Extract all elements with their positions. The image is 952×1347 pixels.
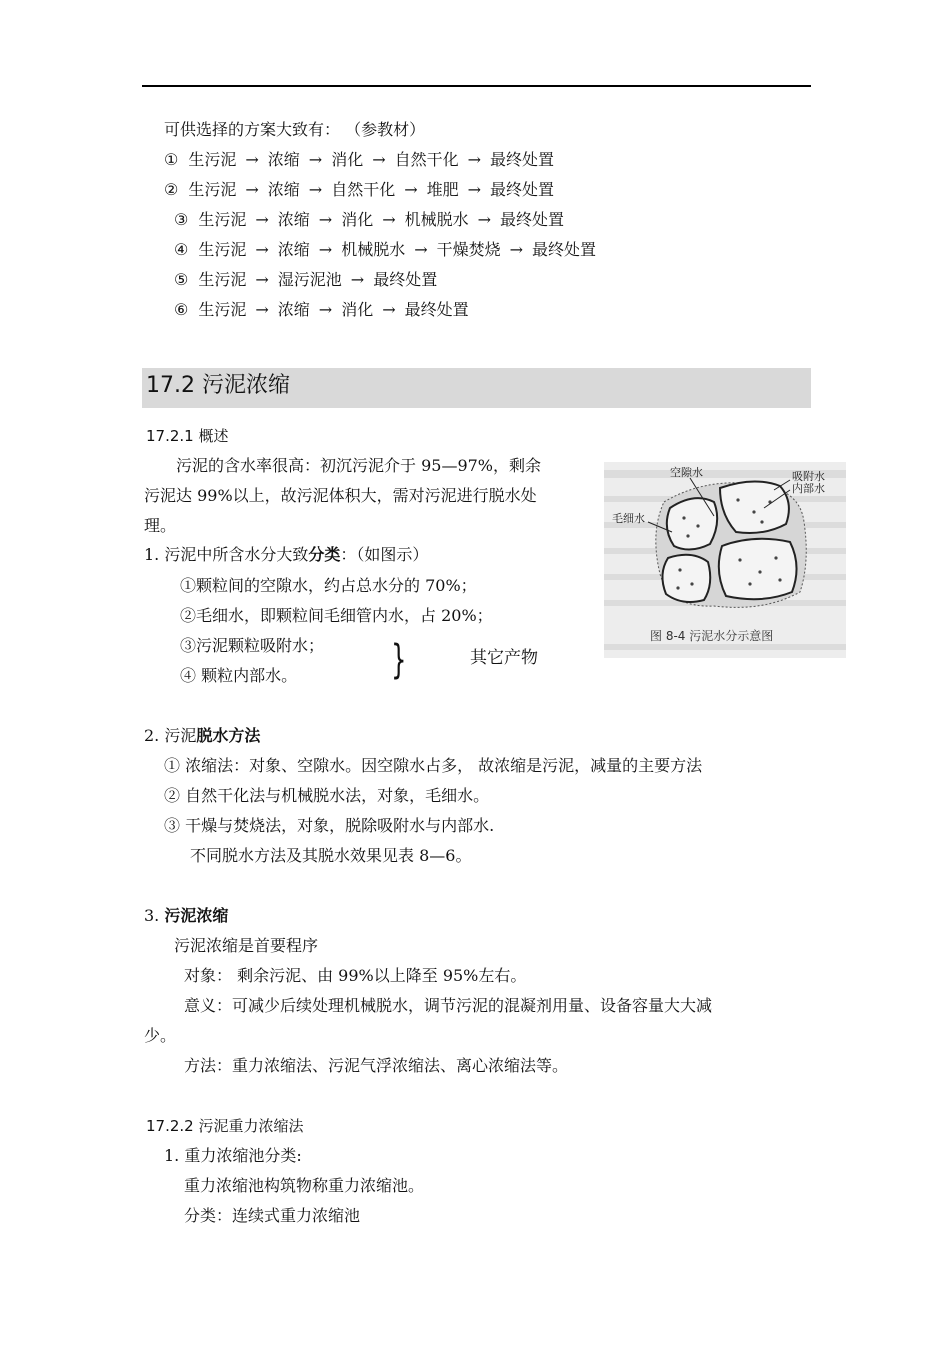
thicken-heading — [144, 906, 228, 926]
scheme-step: 自然干化 — [331, 180, 396, 199]
arrow-icon: → — [372, 150, 386, 169]
dewater-note: 不同脱水方法及其脱水效果见表 8—6。 — [190, 846, 472, 865]
scheme-step: 最终处置 — [532, 240, 597, 259]
scheme-step: 自然干化 — [394, 150, 459, 169]
arrow-icon: → — [350, 270, 365, 289]
arrow-icon: → — [382, 210, 396, 229]
arrow-icon: → — [308, 180, 323, 199]
scheme-number: ① — [164, 150, 179, 169]
arrow-icon: → — [318, 210, 333, 229]
label-internal-water: 内部水 — [792, 482, 825, 495]
scheme-step: 浓缩 — [267, 180, 300, 199]
scheme-number: ④ — [174, 240, 189, 259]
scheme-step: 消化 — [341, 210, 374, 229]
brace: } — [391, 637, 407, 683]
scheme-number: ③ — [174, 210, 189, 229]
scheme-step: 生污泥 — [188, 150, 237, 169]
scheme-row — [164, 180, 554, 200]
particle-4 — [719, 539, 797, 599]
gravity-heading: 17.2.2 污泥重力浓缩法 — [146, 1117, 304, 1135]
overview-line-3: 理。 — [144, 516, 177, 535]
particle-1 — [667, 498, 717, 549]
header-rule — [142, 85, 811, 87]
dewater-item-2: ② 自然干化法与机械脱水法，对象，毛细水。 — [164, 786, 490, 805]
scheme-step: 生污泥 — [198, 300, 247, 319]
section-title: 17.2 污泥浓缩 — [146, 373, 290, 398]
arrow-icon: → — [255, 210, 269, 229]
gravity-line-2: 重力浓缩池构筑物称重力浓缩池。 — [184, 1176, 425, 1195]
thicken-prefix: 3. — [144, 906, 165, 925]
arrow-icon: → — [255, 270, 269, 289]
arrow-icon: → — [245, 150, 259, 169]
overview-line-2: 污泥达 99%以上，故污泥体积大，需对污泥进行脱水处 — [144, 486, 537, 505]
scheme-step: 浓缩 — [277, 300, 310, 319]
scheme-step: 最终处置 — [490, 150, 555, 169]
label-adsorbed-water: 吸附水 — [792, 470, 825, 483]
arrow-icon: → — [414, 240, 428, 259]
arrow-icon: → — [477, 210, 492, 229]
classify-bold: 分类 — [308, 545, 341, 564]
scheme-step: 干燥焚烧 — [436, 240, 501, 259]
scheme-step: 浓缩 — [277, 210, 310, 229]
scheme-row — [174, 210, 564, 230]
arrow-icon: → — [509, 240, 524, 259]
scheme-row — [164, 150, 554, 170]
scheme-row — [174, 300, 469, 320]
figure-svg — [604, 462, 846, 658]
scheme-step: 浓缩 — [267, 150, 300, 169]
thicken-line-2: 对象： 剩余污泥、由 99%以上降至 95%左右。 — [184, 966, 527, 985]
scheme-step: 生污泥 — [198, 210, 247, 229]
scheme-step: 最终处置 — [500, 210, 565, 229]
arrow-icon: → — [467, 180, 482, 199]
arrow-icon: → — [318, 240, 333, 259]
water-type-2: ②毛细水，即颗粒间毛细管内水，占 20%； — [180, 606, 493, 625]
thicken-line-1: 污泥浓缩是首要程序 — [174, 936, 319, 955]
classify-prefix: 1. 污泥中所含水分大致 — [144, 545, 309, 564]
scheme-step: 浓缩 — [277, 240, 310, 259]
scheme-step: 机械脱水 — [404, 210, 469, 229]
scheme-number: ② — [164, 180, 179, 199]
scheme-step: 最终处置 — [490, 180, 555, 199]
overview-heading: 17.2.1 概述 — [146, 427, 229, 445]
arrow-icon: → — [308, 150, 323, 169]
scheme-number: ⑥ — [174, 300, 189, 319]
water-type-1: ①颗粒间的空隙水，约占总水分的 70%； — [180, 576, 477, 595]
scheme-step: 湿污泥池 — [277, 270, 342, 289]
particle-2 — [720, 481, 789, 533]
gravity-line-1: 1. 重力浓缩池分类: — [164, 1146, 302, 1165]
thicken-line-5: 方法：重力浓缩法、污泥气浮浓缩法、离心浓缩法等。 — [184, 1056, 569, 1075]
arrow-icon: → — [245, 180, 259, 199]
arrow-icon: → — [318, 300, 333, 319]
thicken-bold: 污泥浓缩 — [164, 906, 229, 925]
gravity-line-3: 分类：连续式重力浓缩池 — [184, 1206, 361, 1225]
scheme-number: ⑤ — [174, 270, 189, 289]
label-capillary-water: 毛细水 — [612, 512, 645, 525]
water-type-4: ④ 颗粒内部水。 — [180, 666, 298, 685]
dewater-bold: 脱水方法 — [196, 726, 261, 745]
thicken-line-3: 意义：可减少后续处理机械脱水，调节污泥的混凝剂用量、设备容量大大减 — [184, 996, 713, 1015]
scheme-step: 生污泥 — [188, 180, 237, 199]
water-type-3: ③污泥颗粒吸附水； — [180, 636, 325, 655]
dewater-item-3: ③ 干燥与焚烧法，对象，脱除吸附水与内部水. — [164, 816, 495, 835]
label-void-water: 空隙水 — [670, 466, 703, 479]
arrow-icon: → — [382, 300, 396, 319]
scheme-step: 机械脱水 — [341, 240, 406, 259]
particle-3 — [662, 555, 710, 602]
classify-line — [144, 545, 428, 565]
scheme-row — [174, 240, 596, 260]
classify-suffix: ：（如图示） — [340, 545, 429, 564]
thicken-line-4: 少。 — [144, 1026, 177, 1045]
scheme-step: 消化 — [331, 150, 364, 169]
dewater-prefix: 2. 污泥 — [144, 726, 197, 745]
other-products: 其它产物 — [470, 648, 538, 668]
dewater-heading — [144, 726, 260, 746]
scheme-step: 生污泥 — [198, 240, 247, 259]
arrow-icon: → — [404, 180, 418, 199]
arrow-icon: → — [467, 150, 482, 169]
scheme-step: 消化 — [341, 300, 374, 319]
scheme-step: 最终处置 — [373, 270, 438, 289]
intro-lead: 可供选择的方案大致有： （参教材） — [164, 120, 426, 139]
scheme-step: 堆肥 — [426, 180, 459, 199]
scheme-row — [174, 270, 437, 290]
arrow-icon: → — [255, 240, 269, 259]
sludge-water-figure — [604, 462, 846, 658]
figure-caption: 图 8-4 污泥水分示意图 — [650, 629, 774, 643]
scheme-step: 最终处置 — [404, 300, 469, 319]
overview-line-1: 污泥的含水率很高：初沉污泥介于 95—97%，剩余 — [176, 456, 542, 475]
scheme-step: 生污泥 — [198, 270, 247, 289]
dewater-item-1: ① 浓缩法：对象、空隙水。因空隙水占多， 故浓缩是污泥，减量的主要方法 — [164, 756, 703, 775]
arrow-icon: → — [255, 300, 269, 319]
